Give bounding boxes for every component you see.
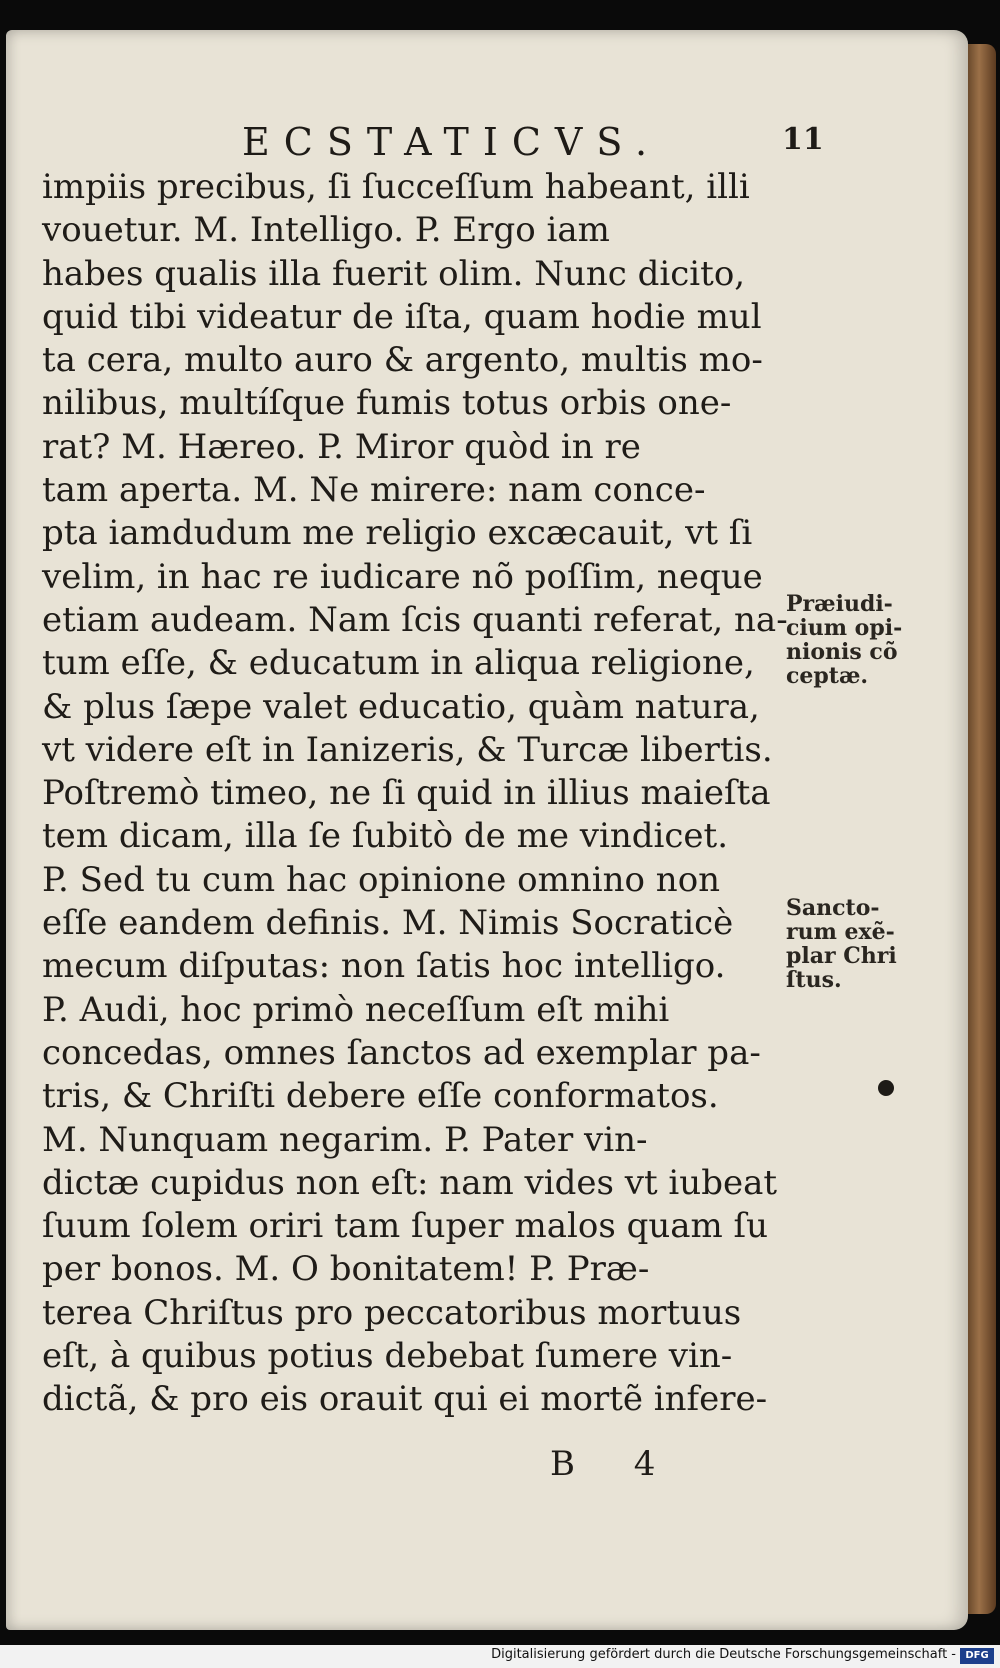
text-line: P. Sed tu cum hac opinione omnino non [42,859,721,900]
text-line: ta cera, multo auro & argento, multis mo- [42,340,763,381]
marginal-line: Præiudi- [786,591,893,617]
text-line: etiam audeam. Nam ſcis quanti referat, na- [42,599,788,640]
page-header [6,120,968,170]
text-line: eſt, à quibus potius debebat ſumere vin- [42,1336,733,1377]
text-line: tum eſſe, & educatum in aliqua religione, [42,643,755,684]
marginal-line: cium opi- [786,615,903,641]
text-line: tem dicam, illa ſe ſubitò de me vindicet. [42,816,729,857]
text-line: terea Chriſtus pro peccatoribus mortuus [42,1292,742,1333]
text-line: vouetur. M. Intelligo. P. Ergo iam [42,210,610,251]
marginal-note-prejudice [786,592,926,688]
text-line: ſuum ſolem oriri tam ſuper malos quam ſu [42,1206,769,1247]
text-line: Poſtremò timeo, ne ſi quid in illius maieſta [42,773,771,814]
book-page [6,30,968,1630]
text-line: dictæ cupidus non eſt: nam vides vt iubeat [42,1162,778,1203]
text-line: nilibus, multíſque fumis totus orbis one- [42,383,732,424]
text-line: dictã, & pro eis orauit qui ei mortẽ infere- [42,1379,768,1420]
text-line: concedas, omnes ſanctos ad exemplar pa- [42,1032,761,1073]
text-line: rat? M. Hæreo. P. Miror quòd in re [42,426,641,467]
marginal-line: rum exẽ- [786,919,895,945]
marginal-line: nionis cõ [786,639,898,665]
signature-mark: B 4 [550,1444,680,1484]
footer-band [0,1645,1000,1668]
page-number: 11 [782,122,824,157]
text-line: tam aperta. M. Ne mirere: nam conce- [42,470,706,511]
text-line: eſſe eandem definis. M. Nimis Socraticè [42,903,734,944]
running-title: ECSTATICVS. [242,120,662,164]
text-line: tris, & Chriſti debere eſſe conformatos. [42,1076,719,1117]
text-line: pta iamdudum me religio excæcauit, vt ſi [42,513,753,554]
text-line: habes qualis illa fuerit olim. Nunc dicito, [42,253,746,294]
digitization-credit: Digitalisierung gefördert durch die Deutsche Forschungsgemeinschaft - [491,1647,956,1662]
text-line: quid tibi videatur de iſta, quam hodie mul [42,296,762,337]
marginal-line: ſtus. [786,967,842,993]
marginal-note-saints [786,896,926,992]
text-line: mecum diſputas: non ſatis hoc intelligo. [42,946,726,987]
page-edge [968,44,996,1614]
dfg-logo: DFG [960,1648,994,1664]
marginal-line: plar Chri [786,943,897,969]
marginal-line: Sancto- [786,895,880,921]
text-line: P. Audi, hoc primò neceſſum eſt mihi [42,989,670,1030]
text-line: M. Nunquam negarim. P. Pater vin- [42,1119,648,1160]
text-line: & plus ſæpe valet educatio, quàm natura, [42,686,760,727]
text-line: vt videre eſt in Ianizeris, & Turcæ libertis. [42,729,773,770]
ink-dot-ornament [878,1080,894,1096]
body-text [42,166,788,1422]
text-line: impiis precibus, ſi ſucceſſum habeant, illi [42,167,750,207]
text-line: velim, in hac re iudicare nõ poſſim, neque [42,556,763,597]
marginal-line: ceptæ. [786,663,869,689]
text-line: per bonos. M. O bonitatem! P. Præ- [42,1249,650,1290]
